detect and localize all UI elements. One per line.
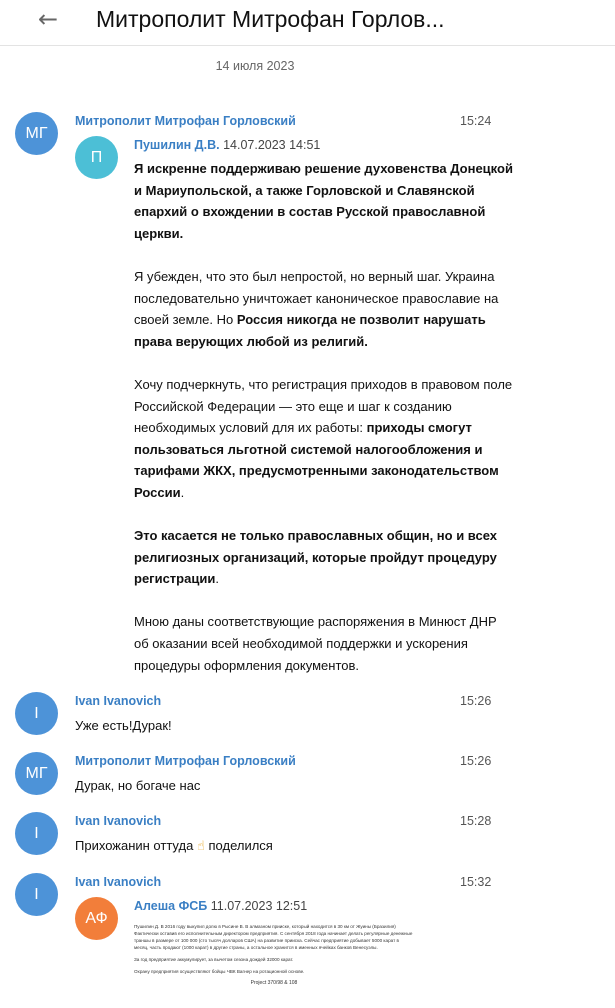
text-segment: Я убежден, что это был непростой, но верный шаг. Украина последовательно уничтожает каноническое православие на своей земле. Но [134,268,499,328]
forward-date: 14.07.2023 14:51 [223,138,321,152]
text-segment: Мною даны соответствующие распоряжения в Минюст ДНР об оказании всей необходимой поддержки и ускорения процедуры оформления документов. [134,614,497,673]
text-segment: Я искренне поддерживаю решение духовенства Донецкой и Мариупольской, а также Горловской и Славянской епархий о вхождении в состав Русской православной церкви. [134,161,513,241]
text-segment: Хочу подчеркнуть, что регистрация приходов в правовом поле Российской Федерации — это еще и шаг к созданию необходимых условий для их работы: [134,376,513,436]
message-content [75,692,515,736]
chat-title: Митрополит Митрофан Горлов... [96,6,445,32]
date-separator: 14 июля 2023 [215,59,295,73]
avatar[interactable]: МГ [15,752,58,795]
message-header [75,873,515,891]
message [0,752,615,796]
paragraph [134,374,514,504]
message-time: 15:32 [460,875,492,890]
forwarded-image[interactable] [134,923,414,987]
message-content [75,112,515,676]
message [0,812,615,857]
image-text: Project 370/98 & 108 [250,980,298,987]
message-header [75,112,515,130]
message-header [75,752,515,770]
pointing-hand-emoji-icon: ☝ [196,839,205,855]
forward-header [134,136,514,154]
sender-name[interactable]: Митрополит Митрофан Горловский [75,114,296,128]
message [0,873,615,992]
text-segment: Россия никогда не позволит нарушать права верующих любой из религий. [134,312,486,349]
text-segment: Это касается не только православных общин, но и всех религиозных организаций, которые пройдут процедуру регистрации [134,528,497,587]
message-time: 15:26 [460,754,492,769]
sender-name[interactable]: Ivan Ivanovich [75,814,162,829]
message-content [75,812,515,857]
message-text: Дурак, но богаче нас [75,778,201,794]
paragraph [134,611,514,676]
message-header [75,692,515,710]
back-arrow-icon[interactable]: ← [38,5,59,33]
message-time: 15:26 [460,694,492,709]
sender-name[interactable]: Ivan Ivanovich [75,694,162,709]
message-text [75,836,515,857]
message-content [75,752,515,796]
forward-content [134,897,514,992]
text-before: Прихожанин оттуда [75,838,194,854]
forward-sender-name[interactable]: Пушилин Д.В. [134,138,220,152]
text-segment: . [180,484,185,500]
forwarded-message [75,897,515,992]
forward-avatar[interactable]: П [75,136,118,179]
message [0,692,615,736]
image-text: За год предприятие аккумулирует, за вычетом сезона дождей 32000 карат. [134,957,294,963]
paragraph [134,525,514,590]
forward-content [134,136,514,676]
forwarded-message [75,136,515,676]
message-time: 15:24 [460,114,492,128]
paragraph [134,266,514,352]
forwarded-text [134,158,514,676]
sender-name[interactable]: Митрополит Митрофан Горловский [75,754,296,769]
text-segment: приходы смогут пользоваться льготной системой налогообложения и тарифами ЖКХ, предусмотренными законодательством России [134,420,499,500]
text-after: поделился [208,838,273,854]
message-list [0,74,615,992]
sender-name[interactable]: Ivan Ivanovich [75,875,162,890]
chat-header [0,0,615,46]
forward-sender-name[interactable]: Алеша ФСБ [134,899,208,914]
forward-date: 11.07.2023 12:51 [210,899,308,914]
image-text: Пушилин Д. В 2016 году выкупил долю в Рысине В. В алмазном прииске, который находится в 30 км от Жуины (Бразилия) Фактически оставив его исполнительным директором предприятия. С сентября 2018 года начинает делать регулярные денежные траншы в размере от 100 000 (сто тысяч долларов США) на развитие прииска. Сейчас предприятие добывает 5000 карат в месяц, часть продают (1000 карат) в другие страны, а остальное хранится в именных ячейках банков Венесуэлы. [134,924,413,951]
forward-avatar[interactable]: АФ [75,897,118,940]
forward-header [134,897,514,915]
image-text: Охрану предприятия осуществляют бойцы ЧВК Вагнер на ротационной основе. [134,969,305,975]
message-content [75,873,515,992]
message-header [75,812,515,830]
avatar[interactable]: I [15,692,58,735]
message-text: Уже есть!Дурак! [75,718,172,734]
avatar[interactable]: I [15,873,58,916]
paragraph [134,158,514,244]
avatar[interactable]: I [15,812,58,855]
text-segment: . [215,571,219,587]
message [0,112,615,676]
message-time: 15:28 [460,814,492,829]
avatar[interactable]: МГ [15,112,58,155]
